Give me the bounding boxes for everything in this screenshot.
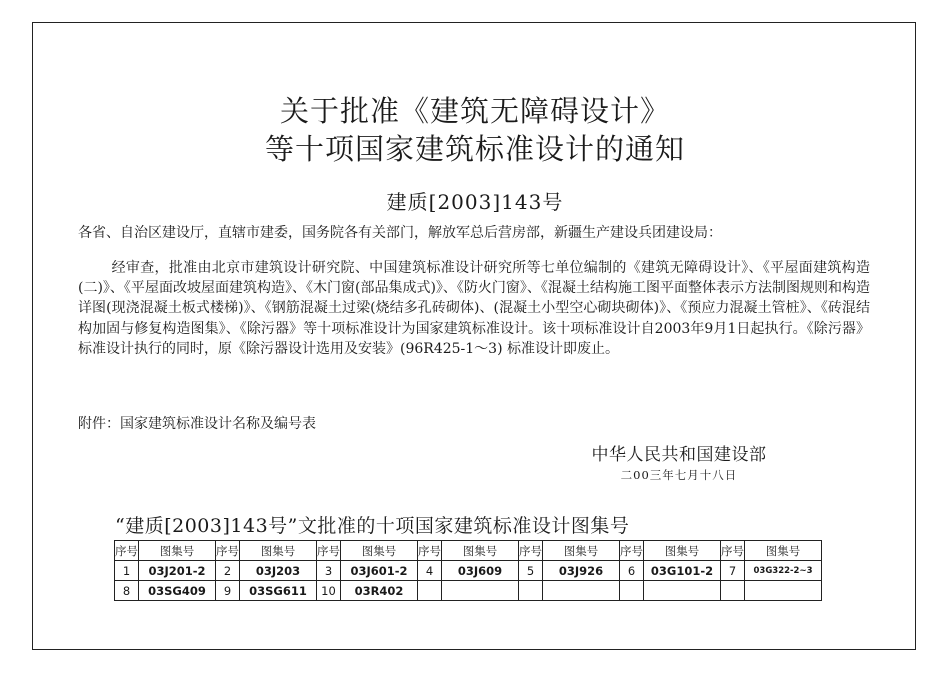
seq-cell xyxy=(418,581,442,601)
atlas-number-table xyxy=(114,540,822,601)
atlas-code-cell xyxy=(543,581,620,601)
header-cell: 图集号 xyxy=(543,541,620,561)
atlas-code-cell xyxy=(745,581,822,601)
table-row xyxy=(115,581,822,601)
header-cell: 序号 xyxy=(216,541,240,561)
notice-body xyxy=(78,258,870,359)
atlas-code-cell: 03G322-2~3 xyxy=(745,561,822,581)
document-number: 建质[2003]143号 xyxy=(386,190,564,214)
header-cell: 图集号 xyxy=(341,541,418,561)
issuing-authority: 中华人民共和国建设部 xyxy=(591,445,767,465)
header-cell: 图集号 xyxy=(745,541,822,561)
seq-cell: 1 xyxy=(115,561,139,581)
header-cell: 序号 xyxy=(418,541,442,561)
atlas-code-cell: 03SG611 xyxy=(240,581,317,601)
seq-cell xyxy=(620,581,644,601)
header-cell: 序号 xyxy=(721,541,745,561)
header-cell: 图集号 xyxy=(644,541,721,561)
atlas-code-cell: 03J203 xyxy=(240,561,317,581)
seq-cell: 9 xyxy=(216,581,240,601)
table-header-row xyxy=(115,541,822,561)
table-title: “建质[2003]143号”文批准的十项国家建筑标准设计图集号 xyxy=(115,515,630,537)
body-paragraph: 经审查，批准由北京市建筑设计研究院、中国建筑标准设计研究所等七单位编制的《建筑无障碍设计》、《平屋面建筑构造(二)》、《平屋面改坡屋面建筑构造》、《木门窗(部品集成式)》、《防火门窗》、《混凝土结构施工图平面整体表示方法制图规则和构造详图(现浇混凝土板式楼梯)》、《钢筋混凝土过梁(烧结多孔砖砌体)、(混凝土小型空心砌块砌体)》、《预应力混凝土管桩》、《砖混结构加固与修复构造图集》、《除污器》等十项标准设计为国家建筑标准设计。该十项标准设计自2003年9月1日起执行。《除污器》标准设计执行的同时，原《除污器设计选用及安装》(96R425-1～3) 标准设计即废止。 xyxy=(78,260,870,357)
addressee-line: 各省、自治区建设厅，直辖市建委，国务院各有关部门，解放军总后营房部，新疆生产建设兵团建设局： xyxy=(78,225,722,241)
attachment-line: 附件：国家建筑标准设计名称及编号表 xyxy=(78,416,316,432)
seq-cell: 5 xyxy=(519,561,543,581)
atlas-code-cell: 03G101-2 xyxy=(644,561,721,581)
notice-title-line-2: 等十项国家建筑标准设计的通知 xyxy=(264,132,685,166)
header-cell: 序号 xyxy=(620,541,644,561)
seq-cell: 8 xyxy=(115,581,139,601)
header-cell: 图集号 xyxy=(240,541,317,561)
seq-cell: 3 xyxy=(317,561,341,581)
seq-cell xyxy=(721,581,745,601)
seq-cell: 2 xyxy=(216,561,240,581)
header-cell: 序号 xyxy=(317,541,341,561)
notice-title-line-1: 关于批准《建筑无障碍设计》 xyxy=(279,94,670,128)
seq-cell: 10 xyxy=(317,581,341,601)
header-cell: 序号 xyxy=(519,541,543,561)
table-row xyxy=(115,561,822,581)
atlas-code-cell xyxy=(644,581,721,601)
issue-date: 二00三年七月十八日 xyxy=(620,468,738,482)
seq-cell: 7 xyxy=(721,561,745,581)
atlas-code-cell: 03J609 xyxy=(442,561,519,581)
header-cell: 图集号 xyxy=(139,541,216,561)
seq-cell: 6 xyxy=(620,561,644,581)
atlas-code-cell: 03SG409 xyxy=(139,581,216,601)
atlas-code-cell: 03J601-2 xyxy=(341,561,418,581)
header-cell: 序号 xyxy=(115,541,139,561)
header-cell: 图集号 xyxy=(442,541,519,561)
atlas-code-cell: 03R402 xyxy=(341,581,418,601)
atlas-code-cell xyxy=(442,581,519,601)
atlas-code-cell: 03J201-2 xyxy=(139,561,216,581)
seq-cell xyxy=(519,581,543,601)
signature-block xyxy=(584,440,774,483)
seq-cell: 4 xyxy=(418,561,442,581)
atlas-code-cell: 03J926 xyxy=(543,561,620,581)
